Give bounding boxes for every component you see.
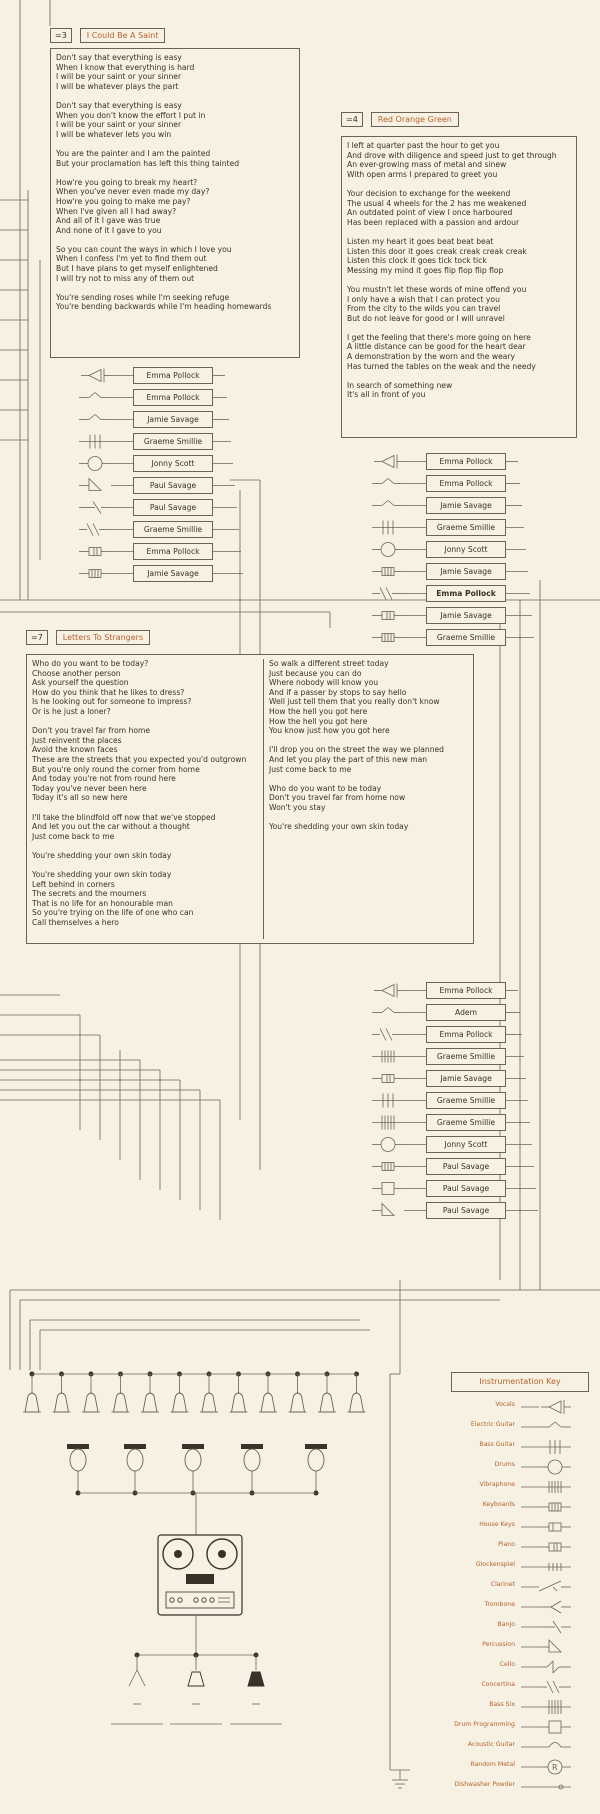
lyric-line: I will try not to miss any of them out [56, 273, 195, 283]
lyric-line: I'll drop you on the street the way we planned [269, 745, 445, 755]
lyric-line: But I have plans to get myself enlightened [56, 264, 218, 274]
musician-box: Emma Pollock [133, 389, 213, 406]
drums-icon [372, 1138, 404, 1152]
key-row [451, 1678, 589, 1696]
lyric-line: It's all in front of you [347, 390, 426, 400]
drum-programming-icon [521, 1718, 587, 1736]
song-3-header [50, 26, 165, 44]
microphone-head-icon [124, 1444, 146, 1449]
musician-box: Jamie Savage [133, 565, 213, 582]
lyric-line: And none of it I gave to you [56, 225, 162, 235]
lyric-line: When you don't know the effort I put in [56, 110, 206, 120]
musician-box: Graeme Smillie [133, 433, 213, 450]
key-label: Acoustic Guitar [467, 1741, 515, 1748]
lyric-line: With open arms I prepared to greet you [347, 169, 498, 179]
lyric-line: When I know that everything is hard [56, 62, 195, 72]
key-label: Piano [498, 1541, 515, 1548]
lyric-line: Don't say that everything is easy [56, 53, 182, 62]
drum-programming-icon [372, 1183, 404, 1195]
musician-box: Graeme Smillie [426, 1048, 506, 1065]
microphone-head-icon [305, 1444, 327, 1449]
drums-icon [521, 1458, 587, 1476]
key-label: Cello [499, 1661, 515, 1668]
concertina-icon [372, 588, 404, 600]
key-label: Drum Programming [454, 1721, 515, 1728]
key-row [451, 1518, 589, 1536]
lyric-line: You're shedding your own skin today [32, 870, 172, 880]
microphone-bell-icon [84, 1393, 98, 1412]
microphone-bell-icon [350, 1393, 364, 1412]
musician-box: Graeme Smillie [426, 519, 506, 536]
microphone-bell-icon [55, 1393, 69, 1412]
lyric-line: Who do you want to be today? [32, 659, 149, 668]
lyric-line: How do you think that he likes to dress? [32, 687, 185, 697]
lyric-line: You're shedding your own skin today [269, 822, 409, 832]
bass-guitar-icon [79, 435, 111, 449]
musician-box: Emma Pollock [133, 367, 213, 384]
key-row [451, 1538, 589, 1556]
lyric-line: A demonstration by the worn and the weary [347, 352, 516, 362]
keyboards-icon [521, 1498, 587, 1516]
lyric-line: But you're only round the corner from home [32, 764, 200, 774]
musician-box: Graeme Smillie [133, 521, 213, 538]
svg-text:R: R [552, 1763, 558, 1772]
percussion-icon [521, 1638, 587, 1656]
lyric-line: You're sending roses while I'm seeking refuge [56, 292, 230, 302]
song-4-lyrics [341, 136, 577, 438]
key-row [451, 1558, 589, 1576]
lyric-line: Messing my mind it goes flip flop flip flop [347, 265, 504, 275]
electric-guitar-icon [79, 393, 111, 398]
key-row [451, 1658, 589, 1676]
key-label: Glockenspiel [475, 1561, 515, 1568]
lyric-line: And all of it I gave was true [56, 216, 161, 226]
clarinet-icon [521, 1578, 587, 1596]
banjo-icon [521, 1618, 587, 1636]
microphone-head-icon [67, 1444, 89, 1449]
lyric-line: Just come back to me [32, 831, 115, 841]
key-row [451, 1718, 589, 1736]
piano-icon [79, 548, 111, 556]
key-label: Percussion [482, 1641, 515, 1648]
musician-box: Jonny Scott [133, 455, 213, 472]
lyric-line: You are the painter and I am the painted [56, 148, 211, 158]
key-row [451, 1598, 589, 1616]
lyric-line: How're you going to break my heart? [56, 177, 198, 187]
key-label: Drums [494, 1461, 515, 1468]
lyric-line: Don't you travel far from home now [269, 793, 406, 803]
lyric-line [347, 275, 571, 285]
lyric-line [56, 91, 294, 101]
bass-guitar-icon [521, 1438, 587, 1456]
lyric-line [56, 283, 294, 293]
lyric-line: Your decision to exchange for the weekend [347, 188, 511, 198]
lyric-line: Call themselves a hero [32, 918, 119, 928]
lyric-line: Avoid the known faces [32, 745, 118, 755]
musician-box: Emma Pollock [426, 475, 506, 492]
lyric-line: From the city to the wilds you can travel [347, 304, 501, 314]
tape-recorder-icon [158, 1535, 242, 1615]
key-row [451, 1778, 589, 1796]
song-3-lyrics [50, 48, 300, 358]
musician-box: Paul Savage [426, 1202, 506, 1219]
lyric-line: So you're trying on the life of one who can [32, 908, 194, 918]
musician-box: Paul Savage [133, 477, 213, 494]
trombone-icon [521, 1598, 587, 1616]
key-label: Bass Six [489, 1701, 515, 1708]
electric-guitar-icon [372, 501, 404, 506]
lyric-line: How're you going to make me pay? [56, 196, 191, 206]
key-row [451, 1578, 589, 1596]
musician-box: Jamie Savage [426, 1070, 506, 1087]
microphone-bell-icon [143, 1393, 157, 1412]
lyric-line: Today it's all so new here [32, 793, 128, 803]
musician-box: Jamie Savage [426, 563, 506, 580]
bass-six-icon [521, 1698, 587, 1716]
lyric-line: I left at quarter past the hour to get you [347, 141, 500, 150]
musician-box: Emma Pollock [426, 453, 506, 470]
random-metal-icon [521, 1758, 587, 1776]
lyric-line: Choose another person [32, 668, 121, 678]
lyric-line: Where nobody will know you [269, 678, 379, 688]
lyric-line: I'll take the blindfold off now that we've stopped [32, 812, 216, 822]
song-number: =7 [26, 630, 48, 645]
keyboards-icon [372, 568, 404, 576]
lyric-line [347, 227, 571, 237]
key-label: Random Metal [470, 1761, 515, 1768]
lyric-line: But your proclamation has left this thing tainted [56, 158, 240, 168]
song-title: Red Orange Green [371, 112, 459, 127]
musician-box: Emma Pollock [426, 1026, 506, 1043]
lyric-line: The secrets and the mourners [32, 889, 147, 899]
microphone-bell-icon [114, 1393, 128, 1412]
microphone-bell-icon [320, 1393, 334, 1412]
musician-box: Paul Savage [426, 1180, 506, 1197]
lyric-line: Don't you travel far from home [32, 726, 151, 736]
vocals-icon [374, 984, 404, 998]
key-label: House Keys [479, 1521, 515, 1528]
song-number: =3 [50, 28, 72, 43]
lyric-line: Listen this door it goes creak creak creak creak [347, 246, 527, 256]
key-label: Banjo [497, 1621, 515, 1628]
lyric-line: And let you out the car without a thought [32, 822, 190, 832]
key-row [451, 1438, 589, 1456]
lyric-line [56, 139, 294, 149]
microphone-bell-icon [202, 1393, 216, 1412]
musician-box: Jonny Scott [426, 541, 506, 558]
key-row [451, 1498, 589, 1516]
keyboards-icon [372, 1163, 404, 1171]
song-4-header [341, 110, 459, 128]
bass-guitar-icon [372, 1094, 404, 1108]
instrumentation-key [451, 1372, 589, 1792]
musician-box: Adem [426, 1004, 506, 1021]
lyric-line [32, 860, 246, 870]
lyric-line: Just because you can do [269, 668, 362, 678]
lyric-line: These are the streets that you expected you'd outgrown [32, 754, 247, 764]
banjo-icon [79, 502, 111, 514]
key-label: Concertina [481, 1681, 515, 1688]
microphone-bell-icon [173, 1393, 187, 1412]
lyric-line: And let you play the part of this new man [269, 754, 428, 764]
musician-box: Graeme Smillie [426, 1092, 506, 1109]
musician-box: Jamie Savage [133, 411, 213, 428]
vocals-icon [374, 455, 404, 469]
lyric-line [32, 841, 246, 851]
lyric-line: That is no life for an honourable man [32, 898, 173, 908]
acoustic-guitar-icon [521, 1738, 587, 1756]
percussion-icon [372, 1204, 394, 1216]
microphone-head-icon [241, 1444, 263, 1449]
lyric-line: Or is he just a loner? [32, 706, 111, 716]
lyric-line: Ask yourself the question [32, 678, 129, 688]
microphone-bell-icon [25, 1393, 39, 1412]
lyric-line: You're bending backwards while I'm heading homewards [56, 302, 272, 312]
lyric-line: Has been replaced with a passion and ardour [347, 217, 520, 227]
musician-box: Jamie Savage [426, 607, 506, 624]
lyric-line: In search of something new [347, 380, 453, 390]
musician-box: Graeme Smillie [426, 1114, 506, 1131]
lyric-line [269, 774, 444, 784]
key-label: Vibraphone [479, 1481, 515, 1488]
key-row [451, 1418, 589, 1436]
lyric-line: Well just tell them that you really don't know [269, 697, 440, 707]
microphone-bell-icon [291, 1393, 305, 1412]
lyric-line: So you can count the ways in which I love you [56, 244, 232, 254]
key-label: Keyboards [482, 1501, 515, 1508]
piano-icon [372, 612, 404, 620]
lyric-line: You know just how you got here [269, 726, 390, 736]
lyric-line: When I confess I'm yet to find them out [56, 254, 207, 264]
electric-guitar-icon [372, 1008, 404, 1013]
vibraphone-icon [372, 1051, 404, 1063]
lyric-line: Left behind in corners [32, 879, 115, 889]
key-label: Dishwasher Powder [454, 1781, 515, 1788]
concertina-icon [521, 1678, 587, 1696]
lyric-line: An ever-growing mass of metal and sinew [347, 160, 507, 170]
dishwasher-powder-icon [521, 1778, 587, 1796]
key-title: Instrumentation Key [451, 1372, 589, 1392]
percussion-icon [79, 479, 101, 491]
key-label: Clarinet [490, 1581, 515, 1588]
lyric-line: I will be your saint or your sinner [56, 120, 182, 130]
electric-guitar-icon [79, 415, 111, 420]
lyric-line: I will be whatever lets you win [56, 129, 172, 139]
lyric-line: Just come back to me [269, 764, 352, 774]
lyric-line [347, 371, 571, 381]
piano-icon [521, 1538, 587, 1556]
electric-guitar-icon [521, 1418, 587, 1436]
lyric-line: You're shedding your own skin today [32, 850, 172, 860]
song-7-lyrics [26, 654, 474, 944]
key-label: Bass Guitar [479, 1441, 515, 1448]
vibraphone-icon [521, 1478, 587, 1496]
song-7-header [26, 628, 150, 646]
lyric-line: Today you've never been here [32, 783, 147, 793]
lyric-line: But do not leave for good or I will unravel [347, 313, 505, 323]
lyric-line: Don't say that everything is easy [56, 100, 182, 110]
musician-box: Graeme Smillie [426, 629, 506, 646]
concertina-icon [79, 524, 111, 536]
key-label: Electric Guitar [470, 1421, 515, 1428]
key-label: Trombone [484, 1601, 515, 1608]
lyric-line: Listen this clock it goes tick tock tick [347, 256, 487, 266]
musician-box: Jamie Savage [426, 497, 506, 514]
lyric-line: How the hell you got here [269, 706, 368, 716]
lyric-line [56, 235, 294, 245]
lyric-line [269, 736, 444, 746]
lyric-line: How the hell you got here [269, 716, 368, 726]
lyric-line [32, 717, 246, 727]
key-row [451, 1398, 589, 1416]
cello-icon [521, 1658, 587, 1676]
lyric-line: When you've never even made my day? [56, 187, 210, 197]
microphone-bell-icon [232, 1393, 246, 1412]
musician-box: Paul Savage [133, 499, 213, 516]
lyric-line [347, 323, 571, 333]
lyric-line: Just reinvent the places [32, 735, 122, 745]
lyric-line: And if a passer by stops to say hello [269, 687, 407, 697]
concertina-icon [372, 1029, 404, 1041]
song-number: =4 [341, 112, 363, 127]
lyric-line: So walk a different street today [269, 659, 389, 668]
piano-icon [372, 1075, 404, 1083]
drums-icon [79, 457, 111, 471]
bass-guitar-icon [372, 521, 404, 535]
musician-box: Emma Pollock [426, 982, 506, 999]
lyric-line: When I've given all I had away? [56, 206, 177, 216]
lyric-line: I get the feeling that there's more going on here [347, 332, 531, 342]
drums-icon [372, 543, 404, 557]
lyric-line [269, 813, 444, 823]
lyric-line: Has turned the tables on the weak and the needy [347, 361, 536, 371]
lyric-line: An outdated point of view I once harboured [347, 208, 513, 218]
lyric-line: A little distance can be good for the heart dear [347, 342, 526, 352]
key-row [451, 1638, 589, 1656]
lyric-line [32, 803, 246, 813]
key-row [451, 1478, 589, 1496]
lyric-line: I will be whatever plays the part [56, 81, 179, 91]
lyric-line: Who do you want to be today [269, 783, 382, 793]
house-keys-icon [521, 1518, 587, 1536]
lyric-line [347, 179, 571, 189]
song-title: Letters To Strangers [56, 630, 150, 645]
lyric-line: The usual 4 wheels for the 2 has me weakened [347, 198, 527, 208]
musician-box: Paul Savage [426, 1158, 506, 1175]
lyric-line: Won't you stay [269, 802, 326, 812]
lyric-line: I will be your saint or your sinner [56, 72, 182, 82]
lyric-line: Is he looking out for someone to impress? [32, 697, 192, 707]
vocals-icon [81, 369, 111, 383]
lyric-line: I only have a wish that I can protect you [347, 294, 500, 304]
musician-box: Emma Pollock [426, 585, 506, 602]
keyboards-icon [79, 570, 111, 578]
microphone-head-icon [182, 1444, 204, 1449]
bass-six-icon [372, 1116, 404, 1130]
lyric-line [56, 168, 294, 178]
key-row [451, 1758, 589, 1776]
musician-box: Jonny Scott [426, 1136, 506, 1153]
key-row [451, 1618, 589, 1636]
lyric-line: Listen my heart it goes beat beat beat [347, 236, 494, 246]
microphone-bell-icon [261, 1393, 275, 1412]
key-row [451, 1698, 589, 1716]
vocals-icon [521, 1398, 587, 1416]
lyric-line: You mustn't let these words of mine offend you [347, 284, 527, 294]
key-row [451, 1458, 589, 1476]
musician-box: Emma Pollock [133, 543, 213, 560]
song-title: I Could Be A Saint [80, 28, 166, 43]
key-label: Vocals [495, 1401, 515, 1408]
lyric-line: And today you're not from round here [32, 774, 176, 784]
glockenspiel-icon [521, 1558, 587, 1576]
keyboards-icon [372, 634, 404, 642]
electric-guitar-icon [372, 479, 404, 484]
key-row [451, 1738, 589, 1756]
lyric-line: And drove with diligence and speed just to get through [347, 150, 557, 160]
